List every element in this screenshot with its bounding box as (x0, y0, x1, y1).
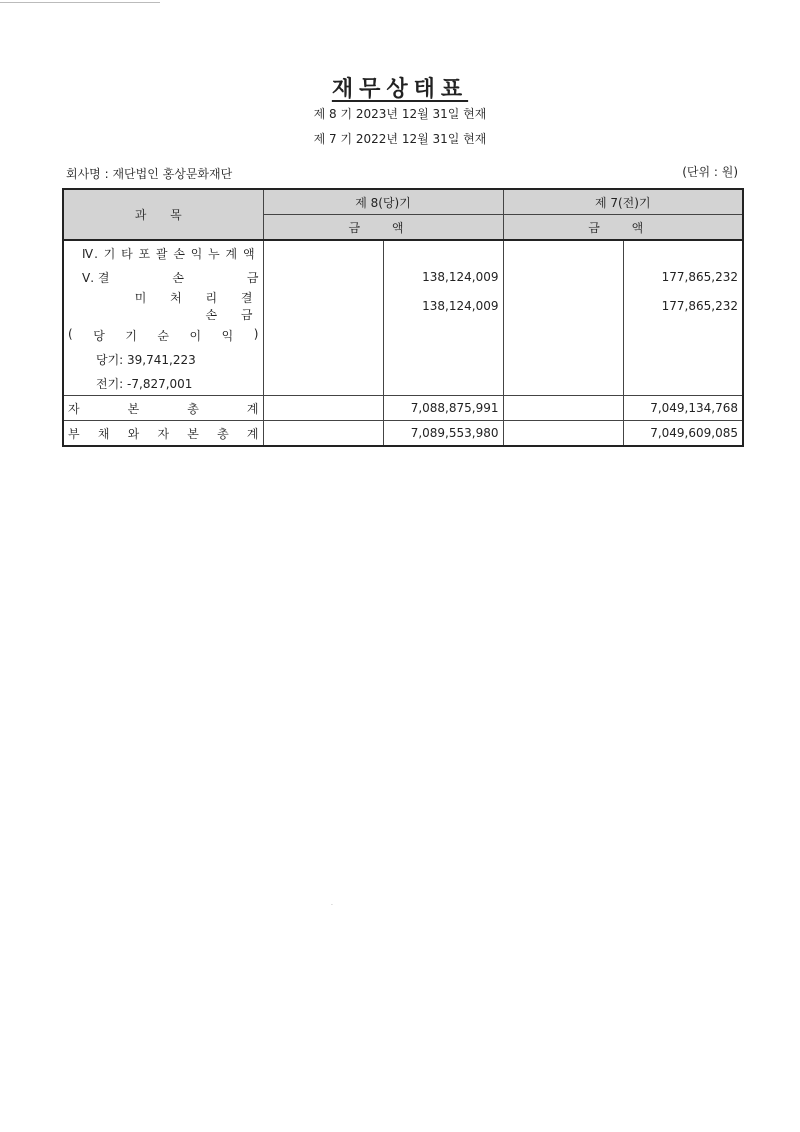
company-name: 회사명 : 재단법인 홍상문화재단 (66, 167, 233, 181)
table-row (63, 421, 743, 447)
scan-speck: · (331, 902, 333, 909)
table-row (63, 289, 743, 323)
account-label: 자 본 총 계 (63, 396, 263, 421)
header-current-period: 제 8(당)기 (263, 189, 503, 215)
amount-current: 7,088,875,991 (383, 396, 503, 421)
header-amount-current: 금 액 (263, 215, 503, 241)
amount-current: 7,089,553,980 (383, 421, 503, 447)
account-label: 부 채 와 자 본 총 계 (63, 421, 263, 447)
period-current: 제 8 기 2023년 12월 31일 현재 (313, 107, 487, 121)
amount-prior: 177,865,232 (623, 289, 743, 323)
account-label: Ⅳ. 기 타 포 괄 손 익 누 계 액 (63, 240, 263, 265)
balance-sheet-table (62, 188, 744, 447)
account-label: 전기: -7,827,001 (63, 371, 263, 396)
amount-prior: 177,865,232 (623, 265, 743, 289)
table-row (63, 240, 743, 265)
amount-current: 138,124,009 (383, 265, 503, 289)
account-label: 미 처 리 결 손 금 (63, 289, 263, 323)
header-prior-period: 제 7(전)기 (503, 189, 743, 215)
amount-prior: 7,049,609,085 (623, 421, 743, 447)
amount-prior: 7,049,134,768 (623, 396, 743, 421)
period-prior: 제 7 기 2022년 12월 31일 현재 (313, 132, 487, 146)
currency-unit: (단위 : 원) (682, 165, 738, 179)
table-row (63, 396, 743, 421)
header-amount-prior: 금 액 (503, 215, 743, 241)
document-title: 재무상태표 (331, 77, 469, 102)
table-row (63, 323, 743, 347)
account-label: Ⅴ. 결 손 금 (63, 265, 263, 289)
amount-current: 138,124,009 (383, 289, 503, 323)
account-label: ( 당 기 순 이 익 ) (63, 323, 263, 347)
scan-edge-line (0, 2, 160, 3)
table-row (63, 265, 743, 289)
table-row (63, 371, 743, 396)
header-account: 과 목 (63, 189, 263, 240)
account-label: 당기: 39,741,223 (63, 347, 263, 371)
table-row (63, 347, 743, 371)
